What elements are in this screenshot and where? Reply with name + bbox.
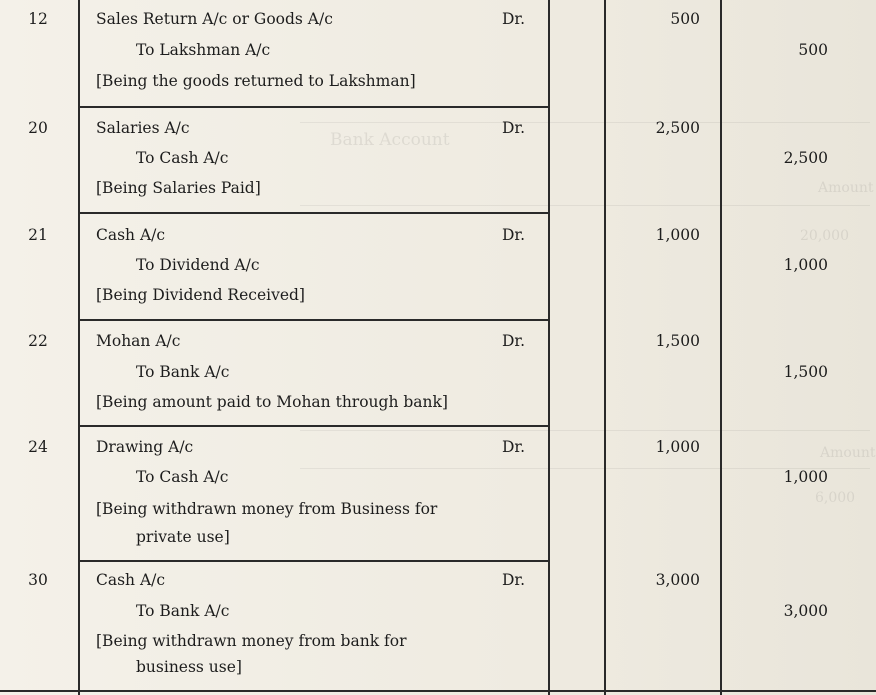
debit-account: Mohan A/c (96, 332, 181, 350)
entry-separator (78, 106, 550, 108)
narration-continued: business use] (136, 658, 242, 676)
credit-amount: 500 (798, 41, 828, 59)
entry-date: 22 (28, 332, 48, 350)
dr-label: Dr. (502, 119, 526, 137)
debit-account: Cash A/c (96, 571, 166, 589)
credit-account: To Bank A/c (136, 363, 230, 381)
credit-account: To Lakshman A/c (136, 41, 271, 59)
debit-account: Sales Return A/c or Goods A/c (96, 10, 333, 28)
debit-amount: 1,500 (655, 332, 700, 350)
debit-account: Cash A/c (96, 226, 166, 244)
credit-amount: 1,500 (783, 363, 828, 381)
entry-date: 20 (28, 119, 48, 137)
entry-date: 12 (28, 10, 48, 28)
narration: [Being Dividend Received] (96, 286, 305, 304)
credit-account: To Bank A/c (136, 602, 230, 620)
entry-date: 21 (28, 226, 48, 244)
narration-continued: private use] (136, 528, 230, 546)
debit-amount: 1,000 (655, 438, 700, 456)
narration: [Being withdrawn money from Business for (96, 500, 438, 518)
narration: [Being amount paid to Mohan through bank] (96, 393, 448, 411)
date-column-rule (78, 0, 80, 695)
particulars-column-rule (548, 0, 550, 695)
dr-label: Dr. (502, 571, 526, 589)
debit-amount: 1,000 (655, 226, 700, 244)
show-through-text: Amount (818, 180, 874, 196)
dr-label: Dr. (502, 10, 526, 28)
dr-label: Dr. (502, 332, 526, 350)
debit-amount: 500 (670, 10, 700, 28)
entry-separator (78, 560, 550, 562)
dr-label: Dr. (502, 438, 526, 456)
entry-separator (78, 319, 550, 321)
entry-date: 24 (28, 438, 48, 456)
credit-account: To Dividend A/c (136, 256, 260, 274)
credit-account: To Cash A/c (136, 149, 229, 167)
narration: [Being the goods returned to Lakshman] (96, 72, 416, 90)
table-bottom-rule (0, 690, 876, 692)
lf-column-rule (604, 0, 606, 695)
debit-account: Drawing A/c (96, 438, 194, 456)
show-through-text: 6,000 (815, 490, 856, 506)
entry-date: 30 (28, 571, 48, 589)
debit-amount: 3,000 (655, 571, 700, 589)
show-through-text: Bank Account (330, 130, 450, 150)
show-through-text: 20,000 (800, 228, 849, 244)
credit-amount: 1,000 (783, 256, 828, 274)
credit-amount: 3,000 (783, 602, 828, 620)
debit-column-rule (720, 0, 722, 695)
credit-amount: 1,000 (783, 468, 828, 486)
narration: [Being Salaries Paid] (96, 179, 261, 197)
entry-separator (78, 425, 550, 427)
credit-account: To Cash A/c (136, 468, 229, 486)
debit-account: Salaries A/c (96, 119, 190, 137)
show-through-text: Amount (820, 445, 876, 461)
debit-amount: 2,500 (655, 119, 700, 137)
dr-label: Dr. (502, 226, 526, 244)
narration: [Being withdrawn money from bank for (96, 632, 407, 650)
entry-separator (78, 212, 550, 214)
credit-amount: 2,500 (783, 149, 828, 167)
